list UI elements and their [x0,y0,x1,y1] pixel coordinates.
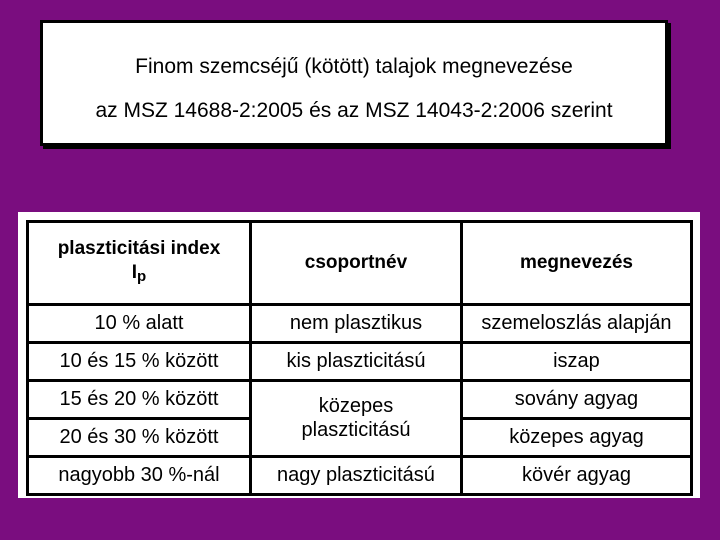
cell-designation: közepes agyag [461,418,691,456]
cell-group: nagy plaszticitású [251,456,462,494]
cell-group: kis plaszticitású [251,342,462,380]
classification-table-panel [18,212,700,498]
cell-group-line-2: plaszticitású [301,419,411,442]
table-header-row [28,222,692,305]
header-group-name: csoportnév [251,222,462,305]
table-row [28,342,692,380]
cell-group-merged [251,380,462,456]
cell-index: 10 % alatt [28,304,251,342]
cell-designation: szemeloszlás alapján [461,304,691,342]
title-box [40,20,668,146]
title-line-1: Finom szemcséjű (kötött) talajok megnevezése [135,55,573,78]
header-designation: megnevezés [461,222,691,305]
cell-designation: iszap [461,342,691,380]
cell-index: nagyobb 30 %-nál [28,456,251,494]
header-plasticity-index [28,222,251,305]
table-row [28,304,692,342]
cell-group: nem plasztikus [251,304,462,342]
header-plasticity-index-label: plaszticitási index [57,237,221,259]
cell-index: 20 és 30 % között [28,418,251,456]
cell-designation: sovány agyag [461,380,691,418]
table-row [28,456,692,494]
cell-designation: kövér agyag [461,456,691,494]
cell-index: 15 és 20 % között [28,380,251,418]
header-plasticity-index-symbol: $I_p$ [131,261,147,285]
table-row [28,380,692,418]
cell-group-line-1: közepes [318,395,394,418]
title-line-2: az MSZ 14688-2:2005 és az MSZ 14043-2:2006 szerint [95,99,613,122]
classification-table [26,220,693,496]
cell-index: 10 és 15 % között [28,342,251,380]
